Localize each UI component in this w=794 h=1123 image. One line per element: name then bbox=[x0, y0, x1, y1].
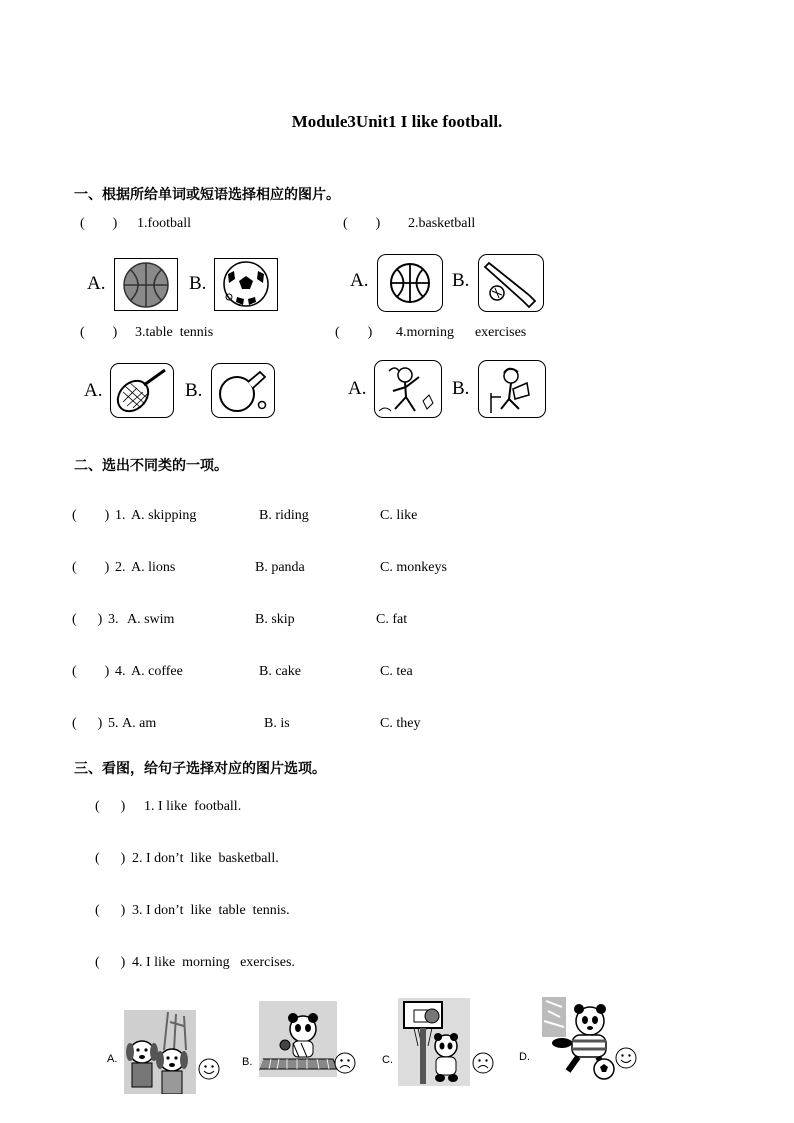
s2-q4-num: 4. bbox=[115, 664, 126, 679]
baseball-bat-icon[interactable] bbox=[478, 254, 544, 312]
question-2-paren[interactable]: ( ) bbox=[343, 216, 381, 231]
page-title: Module3Unit1 I like football. bbox=[291, 112, 503, 131]
s2-q4-option-c: C. tea bbox=[380, 664, 413, 679]
ping-pong-paddle-icon[interactable] bbox=[211, 363, 275, 418]
s3-q2-text: 2. I don’t like basketball. bbox=[132, 851, 279, 866]
question-4-paren[interactable]: ( ) bbox=[335, 325, 373, 340]
picture-c-label: C. bbox=[382, 1054, 393, 1066]
s2-q3-num: 3. bbox=[108, 612, 119, 627]
picture-d-label: D. bbox=[519, 1051, 530, 1063]
sad-face-icon bbox=[334, 1052, 356, 1074]
s3-q4-paren[interactable]: ( ) bbox=[95, 955, 126, 970]
panda-table-tennis-icon[interactable] bbox=[259, 1001, 337, 1077]
s2-q2-option-c: C. monkeys bbox=[380, 560, 447, 575]
basketball-icon[interactable] bbox=[377, 254, 443, 312]
s2-q1-paren[interactable]: ( ) bbox=[72, 508, 110, 523]
q4-option-a-label: A. bbox=[348, 378, 367, 399]
s2-q4-option-b: B. cake bbox=[259, 664, 301, 679]
q3-option-b-label: B. bbox=[185, 380, 203, 401]
s3-q4-text: 4. I like morning exercises. bbox=[132, 955, 295, 970]
dogs-exercising-icon[interactable] bbox=[124, 1010, 196, 1094]
question-1-text: 1.football bbox=[137, 216, 192, 231]
s2-q5-num: 5. bbox=[108, 716, 119, 731]
s3-q1-paren[interactable]: ( ) bbox=[95, 799, 126, 814]
girl-reading-icon[interactable] bbox=[478, 360, 546, 418]
question-2-text: 2.basketball bbox=[408, 216, 476, 231]
s3-q3-paren[interactable]: ( ) bbox=[95, 903, 126, 918]
sad-face-icon bbox=[472, 1052, 494, 1074]
q4-option-b-label: B. bbox=[452, 378, 470, 399]
s2-q4-option-a: A. coffee bbox=[131, 664, 183, 679]
s2-q3-paren[interactable]: ( ) bbox=[72, 612, 103, 627]
section-2-heading: 二、选出不同类的一项。 bbox=[74, 458, 228, 474]
s2-q2-num: 2. bbox=[115, 560, 126, 575]
s2-q3-option-a: A. swim bbox=[127, 612, 175, 627]
q1-option-b-label: B. bbox=[189, 273, 207, 294]
question-3-paren[interactable]: ( ) bbox=[80, 325, 118, 340]
soccer-ball-icon[interactable] bbox=[214, 258, 278, 311]
s2-q3-option-c: C. fat bbox=[376, 612, 408, 627]
s2-q1-num: 1. bbox=[115, 508, 126, 523]
section-1-heading: 一、根据所给单词或短语选择相应的图片。 bbox=[74, 187, 340, 203]
girl-running-icon[interactable] bbox=[374, 360, 442, 418]
s3-q2-paren[interactable]: ( ) bbox=[95, 851, 126, 866]
s3-q3-text: 3. I don’t like table tennis. bbox=[132, 903, 290, 918]
s2-q5-option-a: A. am bbox=[122, 716, 157, 731]
panda-basketball-icon[interactable] bbox=[398, 998, 470, 1086]
s2-q2-option-a: A. lions bbox=[131, 560, 176, 575]
picture-a-label: A. bbox=[107, 1053, 118, 1065]
picture-b-label: B. bbox=[242, 1056, 253, 1068]
q3-option-a-label: A. bbox=[84, 380, 103, 401]
s2-q1-option-a: A. skipping bbox=[131, 508, 197, 523]
tennis-racket-icon[interactable] bbox=[110, 363, 174, 418]
question-3-text: 3.table tennis bbox=[135, 325, 214, 340]
question-1-paren[interactable]: ( ) bbox=[80, 216, 118, 231]
q2-option-a-label: A. bbox=[350, 270, 369, 291]
s3-q1-text: 1. I like football. bbox=[144, 799, 242, 814]
s2-q1-option-b: B. riding bbox=[259, 508, 309, 523]
section-3-heading: 三、看图，给句子选择对应的图片选项。 bbox=[74, 761, 326, 777]
s2-q5-option-c: C. they bbox=[380, 716, 421, 731]
s2-q1-option-c: C. like bbox=[380, 508, 418, 523]
s2-q2-option-b: B. panda bbox=[255, 560, 305, 575]
s2-q2-paren[interactable]: ( ) bbox=[72, 560, 110, 575]
s2-q5-option-b: B. is bbox=[264, 716, 290, 731]
q2-option-b-label: B. bbox=[452, 270, 470, 291]
s2-q5-paren[interactable]: ( ) bbox=[72, 716, 103, 731]
panda-football-icon[interactable] bbox=[542, 997, 624, 1081]
smiley-face-icon bbox=[198, 1058, 220, 1080]
smiley-face-icon bbox=[615, 1047, 637, 1069]
basketball-icon[interactable] bbox=[114, 258, 178, 311]
s2-q3-option-b: B. skip bbox=[255, 612, 295, 627]
q1-option-a-label: A. bbox=[87, 273, 106, 294]
question-4-text: 4.morning exercises bbox=[396, 325, 527, 340]
s2-q4-paren[interactable]: ( ) bbox=[72, 664, 110, 679]
